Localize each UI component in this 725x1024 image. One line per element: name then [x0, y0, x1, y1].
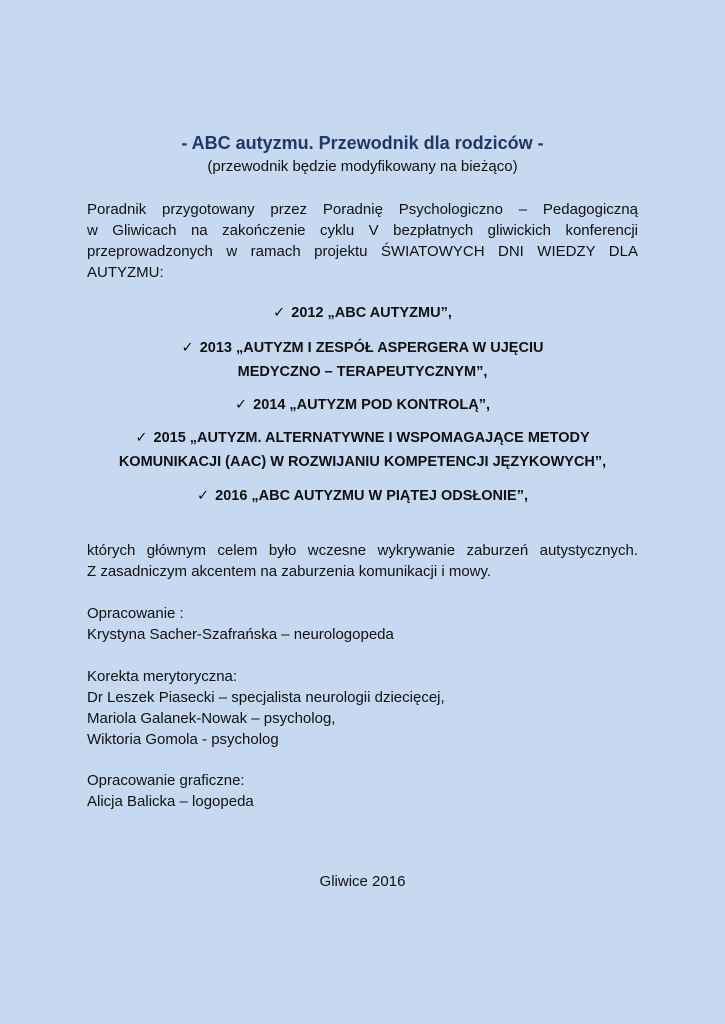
- conference-text: 2013 „AUTYZM I ZESPÓŁ ASPERGERA W UJĘCIU: [199, 340, 544, 356]
- goal-paragraph: [87, 540, 638, 582]
- conference-item: [0, 426, 725, 474]
- conference-item: [0, 336, 725, 384]
- intro-line: przeprowadzonych w ramach projektu ŚWIATOWYCH DNI WIEDZY DLA: [87, 243, 638, 260]
- graphics-author: Alicja Balicka – logopeda: [87, 793, 254, 810]
- conference-text: 2014 „AUTYZM POD KONTROLĄ”,: [253, 397, 490, 413]
- conference-item: [0, 484, 725, 508]
- intro-line: w Gliwicach na zakończenie cyklu V bezpłatnych gliwickich konferencji: [87, 222, 638, 239]
- goal-line: Z zasadniczym akcentem na zaburzenia komunikacji i mowy.: [87, 563, 492, 580]
- intro-paragraph: [87, 199, 638, 283]
- document-title: - ABC autyzmu. Przewodnik dla rodziców -: [181, 133, 544, 153]
- conference-text-continued: KOMUNIKACJI (AAC) W ROZWIJANIU KOMPETENCJI JĘZYKOWYCH”,: [118, 454, 607, 470]
- conference-item: [0, 393, 725, 417]
- checkmark-icon: ✓: [273, 305, 286, 321]
- document-subtitle: (przewodnik będzie modyfikowany na bieżąco): [207, 158, 518, 175]
- reviewer-name: Dr Leszek Piasecki – specjalista neurologii dziecięcej,: [87, 689, 445, 706]
- conference-text: 2015 „AUTYZM. ALTERNATYWNE I WSPOMAGAJĄCE METODY: [153, 430, 590, 446]
- graphics-label: Opracowanie graficzne:: [87, 772, 245, 789]
- review-block: [87, 666, 445, 750]
- author-name: Krystyna Sacher-Szafrańska – neurologopeda: [87, 626, 394, 643]
- footer-place-date: Gliwice 2016: [319, 873, 406, 890]
- goal-line: których głównym celem było wczesne wykrywanie zaburzeń autystycznych.: [87, 542, 638, 559]
- conference-text: 2016 „ABC AUTYZMU W PIĄTEJ ODSŁONIE”,: [215, 488, 529, 504]
- conference-text-continued: MEDYCZNO – TERAPEUTYCZNYM”,: [237, 364, 488, 380]
- conference-text: 2012 „ABC AUTYZMU”,: [291, 305, 452, 321]
- review-label: Korekta merytoryczna:: [87, 668, 238, 685]
- checkmark-icon: ✓: [234, 397, 248, 413]
- author-label: Opracowanie :: [87, 605, 184, 622]
- intro-line: AUTYZMU:: [87, 264, 164, 281]
- checkmark-icon: ✓: [181, 340, 194, 356]
- author-block: [87, 603, 394, 645]
- conference-item: [0, 301, 725, 325]
- graphics-block: [87, 770, 254, 812]
- reviewer-name: Mariola Galanek-Nowak – psycholog,: [87, 710, 336, 727]
- checkmark-icon: ✓: [135, 430, 148, 446]
- intro-line: Poradnik przygotowany przez Poradnię Psychologiczno – Pedagogiczną: [87, 201, 638, 218]
- checkmark-icon: ✓: [196, 488, 210, 504]
- reviewer-name: Wiktoria Gomola - psycholog: [87, 731, 279, 748]
